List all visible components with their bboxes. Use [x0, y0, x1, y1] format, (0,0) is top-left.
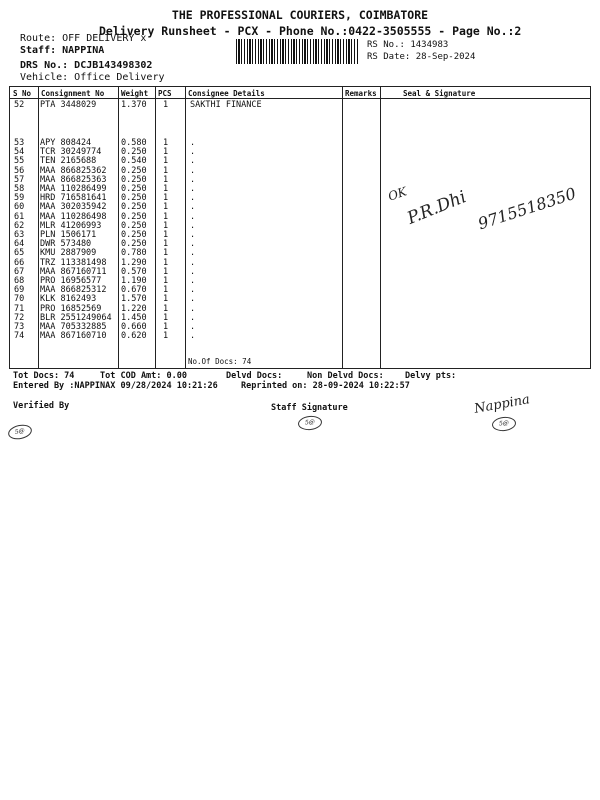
cell-sno: 74: [14, 331, 25, 342]
cell-consignee-details: .: [190, 303, 196, 314]
cell-consignment-no: DWR 573480: [40, 239, 92, 250]
cell-consignee-details: .: [190, 156, 196, 167]
runsheet-subtitle: Delivery Runsheet - PCX - Phone No.:0422-3505555 - Page No.:2: [99, 24, 522, 38]
right-signature-stamp: 5@: [491, 416, 516, 432]
cell-consignment-no: APY 808424: [40, 138, 92, 148]
cell-consignment-no: PRO 16956577: [40, 276, 102, 286]
cell-weight: 0.250: [121, 220, 147, 231]
cell-sno: 65: [14, 248, 25, 259]
cell-sno: 70: [14, 294, 25, 305]
cell-consignment-no: MAA 867160710: [40, 331, 107, 342]
cell-consignment-no: TRZ 113381498: [40, 257, 107, 268]
col-pcs: PCS: [158, 89, 172, 98]
cell-weight: 0.620: [121, 331, 147, 342]
cell-sno: 57: [14, 174, 25, 185]
cell-sno: 61: [14, 211, 25, 222]
no-of-docs: No.Of Docs: 74: [188, 357, 252, 366]
total-docs: Tot Docs: 74: [13, 371, 75, 381]
cell-consignment-no: MAA 866825363: [40, 174, 107, 185]
cell-consignee-details: .: [190, 312, 196, 323]
cell-pcs: 1: [163, 202, 169, 213]
cell-weight: 0.670: [121, 285, 147, 296]
cell-pcs: 1: [163, 266, 169, 277]
cell-sno: 59: [14, 193, 25, 204]
barcode: [236, 39, 359, 64]
reprinted-on: Reprinted on: 28-09-2024 10:22:57: [241, 381, 410, 391]
drs-number: DRS No.: DCJB143498302: [20, 60, 153, 71]
cell-weight: 0.660: [121, 322, 147, 332]
verified-signature-stamp: 5@: [7, 423, 33, 442]
handwritten-phone-number: 9715518350: [475, 183, 579, 234]
cell-sno: 54: [14, 147, 25, 158]
cell-sno: 69: [14, 285, 25, 296]
cell-pcs: 1: [163, 294, 169, 305]
cell-sno: 66: [14, 257, 25, 268]
cell-weight: 0.250: [121, 239, 147, 250]
cell-pcs: 1: [163, 174, 169, 185]
entered-by: Entered By :NAPPINAX 09/28/2024 10:21:26: [13, 381, 218, 391]
staff-signature-label: Staff Signature: [271, 403, 348, 413]
staff-label: Staff: NAPPINA: [20, 45, 105, 56]
cell-pcs: 1: [163, 285, 169, 296]
cell-pcs: 1: [163, 322, 169, 332]
col-weight: Weight: [121, 89, 149, 98]
cell-consignee-details: .: [190, 165, 196, 176]
cell-pcs: 1: [163, 239, 169, 250]
cell-weight: 0.250: [121, 202, 147, 213]
cell-sno: 56: [14, 165, 25, 176]
cell-consignee-details: .: [190, 184, 196, 194]
col-consignee: Consignee Details: [188, 89, 265, 98]
cell-consignee-details: .: [190, 230, 196, 240]
cell-pcs: 1: [163, 331, 169, 342]
cell-weight: 1.290: [121, 257, 147, 268]
cell-sno: 71: [14, 303, 25, 314]
cell-consignee-details: .: [190, 285, 196, 296]
cell-sno: 67: [14, 266, 25, 277]
cell-pcs: 1: [163, 193, 169, 204]
cell-pcs: 1: [163, 211, 169, 222]
cell-consignment-no: PLN 1506171: [40, 230, 97, 240]
cell-sno: 64: [14, 239, 25, 250]
cell-consignment-no: KLK 8162493: [40, 294, 97, 305]
cell-pcs: 1: [163, 312, 169, 323]
cell-weight: 0.250: [121, 193, 147, 204]
cell-consignee-details: .: [190, 257, 196, 268]
delivered-docs: Delvd Docs:: [226, 371, 283, 381]
non-delivered-docs: Non Delvd Docs:: [307, 371, 384, 381]
cell-weight: 0.570: [121, 266, 147, 277]
cell-sno: 60: [14, 202, 25, 213]
cell-sno: 68: [14, 276, 25, 286]
cell-consignment-no: MLR 41206993: [40, 220, 102, 231]
cell-consignment-no: MAA 866825362: [40, 165, 107, 176]
cell-pcs: 1: [163, 165, 169, 176]
cell-consignee-details: .: [190, 239, 196, 250]
handwritten-ok: OK: [386, 184, 409, 204]
company-title: THE PROFESSIONAL COURIERS, COIMBATORE: [171, 8, 429, 22]
cell-consignee-details: .: [190, 193, 196, 204]
cell-consignee-details: .: [190, 174, 196, 185]
col-consignment: Consignment No: [41, 89, 105, 98]
verified-by-label: Verified By: [13, 401, 70, 411]
cell-consignee-details: .: [190, 138, 196, 148]
cell-consignment-no: HRD 716581641: [40, 193, 107, 204]
cell-weight: 1.370: [121, 100, 147, 110]
cell-consignee-details: .: [190, 276, 196, 286]
vehicle-label: Vehicle: Office Delivery: [20, 72, 165, 83]
route-label: Route: OFF DELIVERY x: [20, 33, 147, 44]
cell-consignee-details: .: [190, 147, 196, 158]
col-remarks: Remarks: [345, 89, 377, 98]
cell-weight: 0.250: [121, 165, 147, 176]
cell-pcs: 1: [163, 220, 169, 231]
handwritten-receiver-signature: P.R.Dhi: [404, 187, 470, 229]
cell-consignment-no: TCR 30249774: [40, 147, 102, 158]
cell-weight: 0.250: [121, 174, 147, 185]
cell-weight: 0.250: [121, 211, 147, 222]
cell-pcs: 1: [163, 184, 169, 194]
cell-consignment-no: MAA 866825312: [40, 285, 107, 296]
cell-consignee-details: SAKTHI FINANCE: [190, 100, 262, 110]
cell-weight: 1.220: [121, 303, 147, 314]
delivery-points: Delvy pts:: [405, 371, 457, 381]
cell-pcs: 1: [163, 138, 169, 148]
cell-weight: 1.190: [121, 276, 147, 286]
cell-weight: 0.250: [121, 147, 147, 158]
col-seal-signature: Seal & Signature: [403, 89, 476, 98]
cell-sno: 63: [14, 230, 25, 240]
cell-pcs: 1: [163, 257, 169, 268]
cell-sno: 62: [14, 220, 25, 231]
cell-sno: 72: [14, 312, 25, 323]
cell-sno: 73: [14, 322, 25, 332]
cell-pcs: 1: [163, 303, 169, 314]
rs-date: RS Date: 28-Sep-2024: [367, 52, 476, 62]
staff-signature-stamp: 5@: [297, 415, 322, 431]
cell-consignee-details: .: [190, 248, 196, 259]
cell-consignee-details: .: [190, 202, 196, 213]
cell-consignment-no: BLR 2551249064: [40, 312, 112, 323]
cell-consignment-no: MAA 302035942: [40, 202, 107, 213]
cell-consignee-details: .: [190, 211, 196, 222]
cell-pcs: 1: [163, 100, 169, 110]
cell-sno: 53: [14, 138, 25, 148]
cell-sno: 52: [14, 100, 25, 110]
cell-consignee-details: .: [190, 331, 196, 342]
cell-pcs: 1: [163, 230, 169, 240]
cell-weight: 0.580: [121, 138, 147, 148]
cell-weight: 1.450: [121, 312, 147, 323]
cell-weight: 0.250: [121, 230, 147, 240]
cell-consignment-no: MAA 110286499: [40, 184, 107, 194]
cell-consignment-no: KMU 2887909: [40, 248, 97, 259]
cell-consignee-details: .: [190, 220, 196, 231]
cell-sno: 58: [14, 184, 25, 194]
cell-pcs: 1: [163, 147, 169, 158]
total-cod-amount: Tot COD Amt: 0.00: [100, 371, 187, 381]
cell-consignment-no: MAA 110286498: [40, 211, 107, 222]
cell-pcs: 1: [163, 248, 169, 259]
runsheet-table: [9, 86, 591, 369]
cell-sno: 55: [14, 156, 25, 167]
rs-number: RS No.: 1434983: [367, 40, 449, 50]
cell-consignment-no: PRO 16852569: [40, 303, 102, 314]
cell-weight: 1.570: [121, 294, 147, 305]
cell-consignee-details: .: [190, 322, 196, 332]
cell-weight: 0.780: [121, 248, 147, 259]
cell-consignment-no: MAA 705332885: [40, 322, 107, 332]
cell-consignment-no: MAA 867160711: [40, 266, 107, 277]
right-handwritten-signature: Nappina: [473, 392, 531, 417]
cell-pcs: 1: [163, 276, 169, 286]
cell-consignee-details: .: [190, 294, 196, 305]
col-sno: S No: [13, 89, 32, 98]
cell-pcs: 1: [163, 156, 169, 167]
cell-consignee-details: .: [190, 266, 196, 277]
cell-consignment-no: PTA 3448029: [40, 100, 97, 110]
cell-consignment-no: TEN 2165688: [40, 156, 97, 167]
cell-weight: 0.250: [121, 184, 147, 194]
cell-weight: 0.540: [121, 156, 147, 167]
